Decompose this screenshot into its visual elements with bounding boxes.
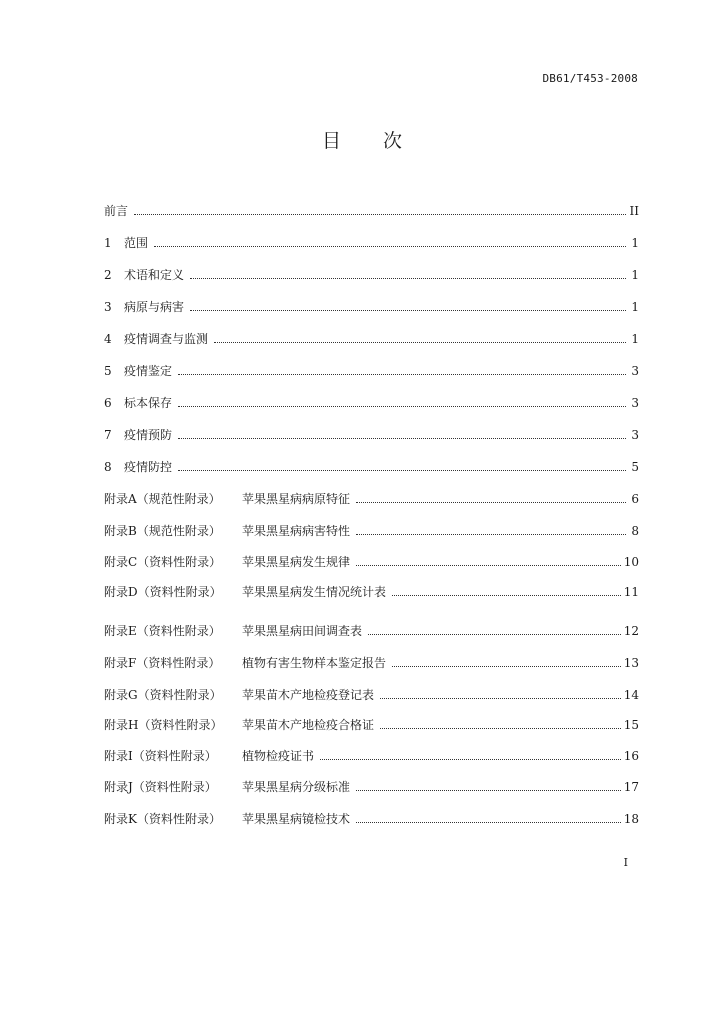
toc-entry[interactable]	[104, 622, 639, 640]
toc-dot-leader	[356, 790, 621, 791]
toc-entry-appendix-prefix: 附录F（资料性附录）	[104, 656, 221, 670]
toc-entry[interactable]	[104, 202, 639, 220]
toc-entry[interactable]	[104, 458, 639, 476]
toc-dot-leader	[178, 438, 626, 439]
toc-entry-label: 标本保存	[124, 396, 173, 410]
page-number: I	[623, 856, 628, 869]
toc-entry-page: 6	[631, 492, 639, 506]
toc-dot-leader	[380, 728, 621, 729]
toc-dot-leader	[214, 342, 626, 343]
toc-entry-label: 苹果黑星病发生情况统计表	[242, 585, 387, 599]
toc-entry[interactable]	[104, 778, 639, 796]
toc-entry-label: 苹果苗木产地检疫合格证	[242, 718, 375, 732]
toc-dot-leader	[190, 278, 626, 279]
toc-entry-label: 苹果黑星病病害特性	[242, 524, 351, 538]
toc-entry[interactable]	[104, 716, 639, 734]
toc-entry-number: 7	[104, 428, 112, 442]
toc-entry-label: 疫情鉴定	[124, 364, 173, 378]
toc-entry-number: 3	[104, 300, 112, 314]
toc-entry-number: 4	[104, 332, 112, 346]
toc-entry-label: 苹果黑星病病原特征	[242, 492, 351, 506]
toc-entry[interactable]	[104, 810, 639, 828]
toc-entry-appendix-prefix: 附录I（资料性附录）	[104, 749, 217, 763]
toc-entry-page: 3	[631, 396, 639, 410]
toc-entry-page: 17	[623, 780, 639, 794]
toc-entry-label: 范围	[124, 236, 149, 250]
toc-dot-leader	[190, 310, 626, 311]
toc-entry[interactable]	[104, 686, 639, 704]
toc-entry-appendix-prefix: 附录E（资料性附录）	[104, 624, 221, 638]
toc-entry[interactable]	[104, 490, 639, 508]
toc-entry-appendix-prefix: 附录G（资料性附录）	[104, 688, 222, 702]
toc-entry[interactable]	[104, 583, 639, 601]
toc-entry-appendix-prefix: 附录H（资料性附录）	[104, 718, 223, 732]
toc-entry-number: 2	[104, 268, 112, 282]
toc-title: 目 次	[321, 130, 421, 152]
toc-dot-leader	[392, 666, 621, 667]
toc-entry-label: 植物检疫证书	[242, 749, 315, 763]
toc-dot-leader	[368, 634, 621, 635]
toc-dot-leader	[356, 502, 626, 503]
toc-entry-page: 1	[631, 236, 639, 250]
document-code: DB61/T453-2008	[542, 72, 638, 85]
toc-dot-leader	[178, 374, 626, 375]
toc-entry-label: 苹果苗木产地检疫登记表	[242, 688, 375, 702]
toc-entry-page: II	[629, 204, 639, 218]
toc-entry-appendix-prefix: 附录D（资料性附录）	[104, 585, 222, 599]
toc-entry[interactable]	[104, 330, 639, 348]
toc-dot-leader	[134, 214, 626, 215]
toc-entry[interactable]	[104, 234, 639, 252]
toc-entry-page: 12	[623, 624, 639, 638]
toc-entry-page: 5	[631, 460, 639, 474]
toc-entry[interactable]	[104, 266, 639, 284]
toc-entry-label: 疫情防控	[124, 460, 173, 474]
toc-entry-page: 16	[623, 749, 639, 763]
toc-entry[interactable]	[104, 522, 639, 540]
toc-entry-page: 18	[623, 812, 639, 826]
toc-entry[interactable]	[104, 654, 639, 672]
toc-entry-page: 3	[631, 364, 639, 378]
toc-entry-number: 1	[104, 236, 112, 250]
toc-entry-appendix-prefix: 附录K（资料性附录）	[104, 812, 221, 826]
toc-entry-label: 疫情预防	[124, 428, 173, 442]
toc-dot-leader	[356, 534, 626, 535]
toc-dot-leader	[178, 406, 626, 407]
toc-entry-appendix-prefix: 附录J（资料性附录）	[104, 780, 217, 794]
toc-entry-label: 苹果黑星病发生规律	[242, 555, 351, 569]
toc-entry-label: 病原与病害	[124, 300, 185, 314]
toc-entry-label: 前言	[104, 204, 129, 218]
toc-dot-leader	[356, 822, 621, 823]
toc-entry-appendix-prefix: 附录B（规范性附录）	[104, 524, 221, 538]
toc-entry-page: 1	[631, 300, 639, 314]
toc-entry-label: 疫情调查与监测	[124, 332, 209, 346]
toc-entry[interactable]	[104, 553, 639, 571]
toc-entry-page: 3	[631, 428, 639, 442]
toc-entry-page: 13	[623, 656, 639, 670]
toc-entry-appendix-prefix: 附录A（规范性附录）	[104, 492, 221, 506]
toc-entry[interactable]	[104, 426, 639, 444]
toc-entry-page: 15	[623, 718, 639, 732]
toc-dot-leader	[392, 595, 621, 596]
toc-dot-leader	[320, 759, 621, 760]
toc-entry-page: 1	[631, 332, 639, 346]
toc-entry[interactable]	[104, 394, 639, 412]
toc-entry-label: 植物有害生物样本鉴定报告	[242, 656, 387, 670]
toc-entry-page: 8	[631, 524, 639, 538]
toc-entry-page: 14	[623, 688, 639, 702]
toc-entry[interactable]	[104, 298, 639, 316]
toc-entry[interactable]	[104, 362, 639, 380]
toc-dot-leader	[356, 565, 621, 566]
toc-dot-leader	[154, 246, 626, 247]
toc-entry-number: 5	[104, 364, 112, 378]
toc-entry-page: 10	[623, 555, 639, 569]
toc-entry-label: 苹果黑星病镜检技术	[242, 812, 351, 826]
toc-entry-page: 1	[631, 268, 639, 282]
toc-entry-label: 术语和定义	[124, 268, 185, 282]
toc-entry-appendix-prefix: 附录C（资料性附录）	[104, 555, 222, 569]
toc-entry-page: 11	[623, 585, 639, 599]
toc-entry-label: 苹果黑星病田间调查表	[242, 624, 363, 638]
toc-entry[interactable]	[104, 747, 639, 765]
toc-dot-leader	[178, 470, 626, 471]
toc-entry-number: 6	[104, 396, 112, 410]
toc-dot-leader	[380, 698, 621, 699]
toc-entry-label: 苹果黑星病分级标准	[242, 780, 351, 794]
toc-entry-number: 8	[104, 460, 112, 474]
